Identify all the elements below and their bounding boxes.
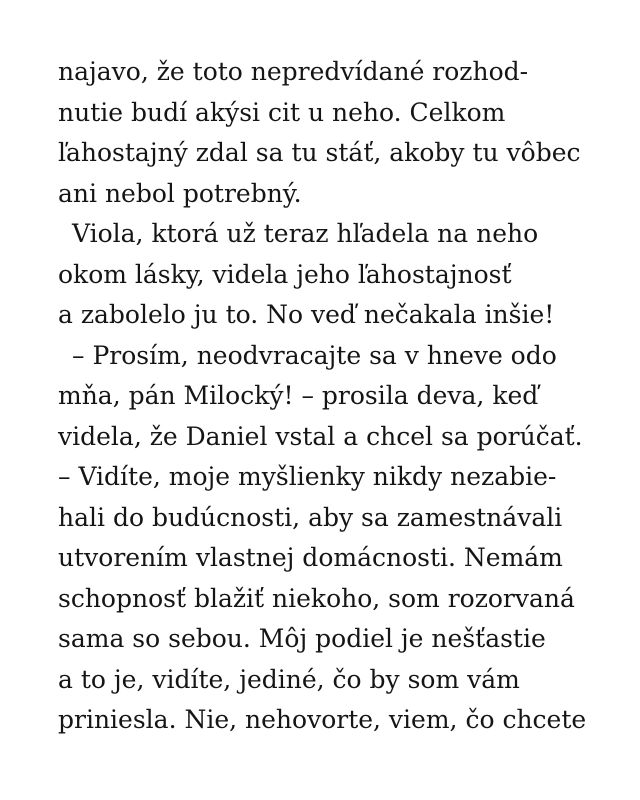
text-line: priniesla. Nie, nehovorte, viem, čo chcete bbox=[58, 705, 587, 734]
text-line: najavo, že toto nepredvídané rozhod- bbox=[58, 57, 529, 86]
text-line: sama so sebou. Môj podiel je nešťastie bbox=[58, 624, 546, 653]
page-text bbox=[58, 52, 598, 741]
text-line: ľahostajný zdal sa tu stáť, akoby tu vôbec bbox=[58, 138, 581, 167]
text-line: mňa, pán Milocký! – prosila deva, keď bbox=[58, 381, 539, 410]
text-line: – Prosím, neodvracajte sa v hneve odo bbox=[72, 340, 557, 370]
text-line: videla, že Daniel vstal a chcel sa porúčať. bbox=[58, 421, 583, 451]
text-line: okom lásky, videla jeho ľahostajnosť bbox=[58, 259, 512, 289]
text-line: schopnosť blažiť niekoho, som rozorvaná bbox=[58, 583, 575, 613]
text-line: a to je, vidíte, jediné, čo by som vám bbox=[58, 664, 520, 694]
text-line: hali do budúcnosti, aby sa zamestnávali bbox=[58, 502, 563, 532]
text-line: utvorením vlastnej domácnosti. Nemám bbox=[58, 543, 563, 572]
text-line: ani nebol potrebný. bbox=[58, 178, 302, 208]
text-line: a zabolelo ju to. No veď nečakala inšie! bbox=[58, 300, 555, 329]
text-line: – Vidíte, moje myšlienky nikdy nezabie- bbox=[58, 462, 557, 491]
text-line: nutie budí akýsi cit u neho. Celkom bbox=[58, 97, 506, 127]
text-line: Viola, ktorá už teraz hľadela na neho bbox=[72, 219, 539, 248]
